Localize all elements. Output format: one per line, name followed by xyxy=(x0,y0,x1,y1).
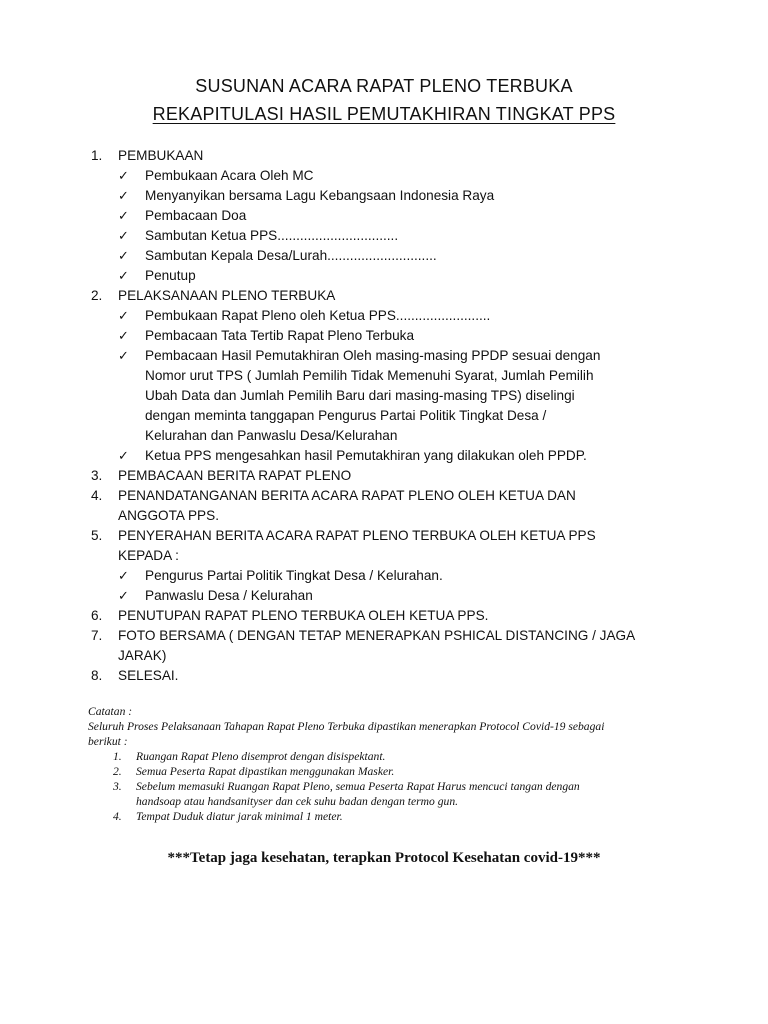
agenda-item-text: PENUTUPAN RAPAT PLENO TERBUKA OLEH KETUA PPS. xyxy=(118,608,489,623)
agenda-item-number: 4. xyxy=(91,488,103,503)
agenda-item-number: 2. xyxy=(91,288,103,303)
notes-list-item xyxy=(88,764,688,779)
agenda-subitem xyxy=(0,226,768,246)
agenda-subitem-continuation xyxy=(0,406,768,426)
checkmark-icon: ✓ xyxy=(118,208,129,223)
agenda-subitem xyxy=(0,246,768,266)
notes-intro-text: berikut : xyxy=(88,735,128,748)
checkmark-icon: ✓ xyxy=(118,228,129,243)
checkmark-icon: ✓ xyxy=(118,568,129,583)
agenda-list xyxy=(0,146,768,686)
agenda-subitem xyxy=(0,206,768,226)
agenda-subitem-text: Penutup xyxy=(145,268,196,283)
agenda-item-continuation xyxy=(0,546,768,566)
agenda-item xyxy=(0,666,768,686)
agenda-subitem xyxy=(0,186,768,206)
agenda-item-continuation xyxy=(0,506,768,526)
agenda-subitem-text: Ubah Data dan Jumlah Pemilih Baru dari masing-masing TPS) diselingi xyxy=(145,388,575,403)
agenda-subitem-continuation xyxy=(0,426,768,446)
agenda-subitem-text: Pembacaan Hasil Pemutakhiran Oleh masing-masing PPDP sesuai dengan xyxy=(145,348,601,363)
agenda-subitem xyxy=(0,586,768,606)
notes-list-item xyxy=(88,779,688,794)
agenda-subitem-text: Sambutan Ketua PPS................................ xyxy=(145,228,399,243)
notes-list-item-continuation xyxy=(88,794,688,809)
agenda-item-text: PEMBACAAN BERITA RAPAT PLENO xyxy=(118,468,352,483)
agenda-subitem-continuation xyxy=(0,366,768,386)
notes-item-text: Ruangan Rapat Pleno disemprot dengan disispektant. xyxy=(136,750,386,763)
checkmark-icon: ✓ xyxy=(118,168,129,183)
agenda-item-text: PEMBUKAAN xyxy=(118,148,204,163)
notes-item-number: 4. xyxy=(113,810,122,823)
agenda-subitem-text: Pengurus Partai Politik Tingkat Desa / Kelurahan. xyxy=(145,568,443,583)
agenda-item-text: PELAKSANAAN PLENO TERBUKA xyxy=(118,288,336,303)
notes-list-item xyxy=(88,749,688,764)
agenda-item-number: 5. xyxy=(91,528,103,543)
agenda-subitem-text: Sambutan Kepala Desa/Lurah............................. xyxy=(145,248,437,263)
agenda-subitem xyxy=(0,266,768,286)
agenda-item xyxy=(0,626,768,646)
notes-item-text: handsoap atau handsanityser dan cek suhu badan dengan termo gun. xyxy=(136,795,459,808)
checkmark-icon: ✓ xyxy=(118,188,129,203)
agenda-subitem-text: Pembukaan Rapat Pleno oleh Ketua PPS......................... xyxy=(145,308,491,323)
notes-label-row xyxy=(88,704,688,719)
closing-message: ***Tetap jaga kesehatan, terapkan Protocol Kesehatan covid-19*** xyxy=(167,850,601,866)
agenda-subitem-text: Pembacaan Doa xyxy=(145,208,247,223)
checkmark-icon: ✓ xyxy=(118,308,129,323)
document-subtitle: REKAPITULASI HASIL PEMUTAKHIRAN TINGKAT PPS xyxy=(152,104,616,124)
agenda-subitem xyxy=(0,166,768,186)
agenda-subitem-text: Menyanyikan bersama Lagu Kebangsaan Indonesia Raya xyxy=(145,188,495,203)
agenda-subitem-text: Panwaslu Desa / Kelurahan xyxy=(145,588,313,603)
notes-intro-line xyxy=(88,719,688,734)
document-title: SUSUNAN ACARA RAPAT PLENO TERBUKA xyxy=(195,76,573,96)
checkmark-icon: ✓ xyxy=(118,588,129,603)
agenda-subitem-text: dengan meminta tanggapan Pengurus Partai Politik Tingkat Desa / xyxy=(145,408,547,423)
agenda-subitem xyxy=(0,326,768,346)
notes-section xyxy=(88,704,688,824)
agenda-subitem xyxy=(0,306,768,326)
notes-label: Catatan : xyxy=(88,705,133,718)
agenda-item xyxy=(0,486,768,506)
agenda-subitem xyxy=(0,446,768,466)
notes-item-number: 3. xyxy=(113,780,122,793)
agenda-subitem-text: Ketua PPS mengesahkan hasil Pemutakhiran yang dilakukan oleh PPDP. xyxy=(145,448,587,463)
agenda-subitem xyxy=(0,566,768,586)
agenda-item-continuation xyxy=(0,646,768,666)
agenda-item xyxy=(0,466,768,486)
checkmark-icon: ✓ xyxy=(118,448,129,463)
notes-list-item xyxy=(88,809,688,824)
agenda-item xyxy=(0,606,768,626)
agenda-subitem-text: Kelurahan dan Panwaslu Desa/Kelurahan xyxy=(145,428,398,443)
agenda-item-text: ANGGOTA PPS. xyxy=(118,508,219,523)
agenda-item-number: 1. xyxy=(91,148,103,163)
agenda-item-text: PENYERAHAN BERITA ACARA RAPAT PLENO TERBUKA OLEH KETUA PPS xyxy=(118,528,596,543)
agenda-item-text: JARAK) xyxy=(118,648,167,663)
agenda-subitem-continuation xyxy=(0,386,768,406)
agenda-item-text: PENANDATANGANAN BERITA ACARA RAPAT PLENO OLEH KETUA DAN xyxy=(118,488,576,503)
agenda-item xyxy=(0,526,768,546)
agenda-item-text: SELESAI. xyxy=(118,668,179,683)
notes-item-text: Semua Peserta Rapat dipastikan menggunakan Masker. xyxy=(136,765,395,778)
agenda-item-number: 8. xyxy=(91,668,103,683)
notes-item-text: Tempat Duduk diatur jarak minimal 1 meter. xyxy=(136,810,343,823)
agenda-subitem-text: Nomor urut TPS ( Jumlah Pemilih Tidak Memenuhi Syarat, Jumlah Pemilih xyxy=(145,368,594,383)
agenda-subitem xyxy=(0,346,768,366)
agenda-subitem-text: Pembacaan Tata Tertib Rapat Pleno Terbuka xyxy=(145,328,415,343)
notes-item-text: Sebelum memasuki Ruangan Rapat Pleno, semua Peserta Rapat Harus mencuci tangan dengan xyxy=(136,780,580,793)
agenda-item-text: KEPADA : xyxy=(118,548,179,563)
agenda-item-text: FOTO BERSAMA ( DENGAN TETAP MENERAPKAN PSHICAL DISTANCING / JAGA xyxy=(118,628,636,643)
agenda-item-number: 7. xyxy=(91,628,103,643)
notes-intro-text: Seluruh Proses Pelaksanaan Tahapan Rapat Pleno Terbuka dipastikan menerapkan Protocol Covid-19 sebagai xyxy=(88,720,605,733)
checkmark-icon: ✓ xyxy=(118,248,129,263)
agenda-item xyxy=(0,146,768,166)
checkmark-icon: ✓ xyxy=(118,268,129,283)
agenda-item-number: 3. xyxy=(91,468,103,483)
agenda-item xyxy=(0,286,768,306)
checkmark-icon: ✓ xyxy=(118,328,129,343)
checkmark-icon: ✓ xyxy=(118,348,129,363)
agenda-subitem-text: Pembukaan Acara Oleh MC xyxy=(145,168,314,183)
agenda-item-number: 6. xyxy=(91,608,103,623)
notes-item-number: 1. xyxy=(113,750,122,763)
notes-intro-line xyxy=(88,734,688,749)
notes-item-number: 2. xyxy=(113,765,122,778)
